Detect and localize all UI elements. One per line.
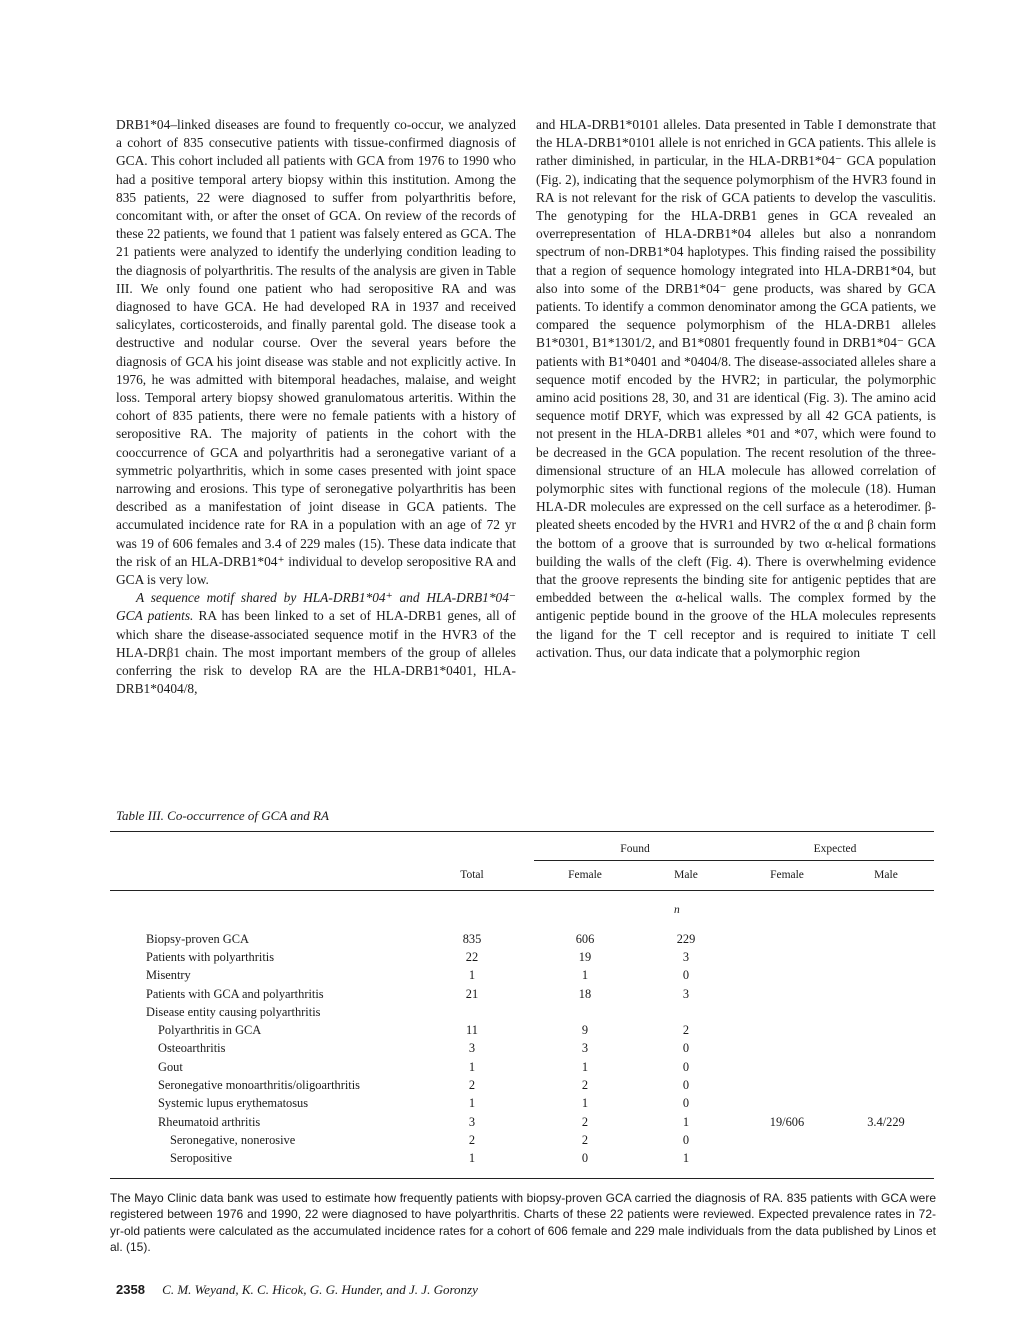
running-authors: C. M. Weyand, K. C. Hicok, G. G. Hunder, and J. J. Goronzy [162,1282,478,1297]
cell-found-female: 9 [581,1023,589,1038]
cell-found-female: 3 [581,1041,589,1056]
cell-expected-male [838,1076,934,1094]
row-label: Patients with GCA and polyarthritis [146,986,324,1001]
cell-found-male [636,1003,736,1021]
cell-total: 1 [468,1059,476,1074]
cell-found-female [534,1003,636,1021]
cell-expected-male [838,948,934,966]
cell-total: 3 [468,1041,476,1056]
cell-found-male: 0 [682,968,690,983]
row-label: Seronegative, nonerosive [170,1132,296,1147]
cell-expected-male [838,1150,934,1168]
expected-header: Expected [736,838,934,860]
cell-expected-male [838,1040,934,1058]
expected-female-header: Female [770,869,804,881]
cell-expected-female [736,1003,838,1021]
cell-found-female: 1 [581,1059,589,1074]
row-label: Seropositive [170,1151,232,1166]
cell-found-male: 2 [682,1023,690,1038]
row-label: Disease entity causing polyarthritis [146,1004,321,1019]
cell-expected-female [736,1021,838,1039]
cell-expected-male [838,985,934,1003]
unit-label: n [110,890,934,930]
cell-expected-female [736,1150,838,1168]
expected-male-header: Male [874,869,898,881]
row-label: Seronegative monoarthritis/oligoarthritis [158,1078,360,1093]
cell-expected-male [838,1021,934,1039]
found-female-header: Female [568,869,602,881]
table-row [110,967,934,985]
cell-expected-female [736,1040,838,1058]
body-paragraph: and HLA-DRB1*0101 alleles. Data presented in Table I demonstrate that the HLA-DRB1*0101 allele is not enriched in GCA patients. This allele is rather diminished, in particular, in the HLA-DRB1*04⁻ GCA population (Fig. 2), indicating that the sequence polymorphism of the HVR3 found in RA is not relevant for the risk of GCA patients to develop the vasculitis. The genotyping for the HLA-DRB1 genes in GCA revealed an overrepresentation of HLA-DRB1*04 alleles but also a nonrandom spectrum of non-DRB1*04 haplotypes. This finding raised the possibility that a region of sequence homology integrated into HLA-DRB1*04, but also into some of the DRB1*04⁻ gene products, was shared by GCA patients. To identify a common denominator among the GCA patients, we compared the sequence polymorphism of the HLA-DRB1 alleles B1*0301, B1*1301/2, and B1*0801 frequently found in DRB1*04⁻ GCA patients with B1*0401 and *0404/8. The disease-associated alleles share a sequence motif encoded by the HVR2; in particular, the polymorphic amino acid positions 28, 30, and 31 are identical (Fig. 3). The amino acid sequence motif DRYF, which was expressed by all 42 GCA patients, is not present in the HLA-DRB1 alleles *01 and *07, which were found to be decreased in the GCA population. The recent resolution of the three-dimensional structure of an HLA molecule has allowed correlation of polymorphic sites with functional regions of the molecule (18). Human HLA-DR molecules are expressed on the cell surface as a heterodimer. β-pleated sheets encoded by the HVR1 and HVR2 of the α and β chain form the bottom of a groove that is surrounded by two α-helical formations building the walls of the cleft (Fig. 4). There is overwhelming evidence that the groove represents the binding site for antigenic peptides that are embedded between the α-helical walls. The complex formed by the antigenic peptide bound in the groove of the HLA molecules represents the ligand for the T cell receptor and is required to initiate T cell activation. Thus, our data indicate that a polymorphic region [536,117,936,660]
found-male-header: Male [674,869,698,881]
table-top-rule [110,831,934,832]
total-header: Total [460,868,484,881]
table-row [110,1040,934,1058]
cell-found-male: 0 [682,1059,690,1074]
cell-expected-female [736,967,838,985]
cell-total: 1 [468,968,476,983]
cell-found-female: 1 [581,1096,589,1111]
right-column [536,116,936,662]
data-table [110,838,934,1168]
cell-found-female: 1 [581,968,589,983]
section-heading: A sequence motif shared by HLA-DRB1*04⁺ and HLA-DRB1*04⁻ GCA patients. [116,590,516,624]
cell-expected-male: 3.4/229 [867,1114,905,1129]
page-number: 2358 [116,1282,145,1297]
cell-expected-male [838,967,934,985]
cell-total: 11 [466,1023,478,1038]
table-row [110,1076,934,1094]
cell-found-male: 0 [682,1132,690,1147]
row-label: Patients with polyarthritis [146,949,275,964]
page-footer [116,1282,478,1298]
cell-found-male: 1 [682,1114,690,1129]
cell-found-male: 1 [682,1151,690,1166]
cell-total: 22 [465,949,479,964]
cell-total: 21 [465,986,479,1001]
cell-found-male: 229 [676,931,696,946]
cell-expected-female [736,1095,838,1113]
row-label: Systemic lupus erythematosus [158,1096,309,1111]
cell-found-female: 2 [581,1114,589,1129]
cell-found-female: 0 [581,1151,589,1166]
cell-expected-male [838,1095,934,1113]
row-label: Misentry [146,968,191,983]
cell-found-female: 2 [581,1078,589,1093]
cell-found-male: 0 [682,1096,690,1111]
found-header: Found [534,838,736,860]
cell-found-male: 3 [682,986,690,1001]
cell-found-female: 18 [578,986,592,1001]
body-paragraph: DRB1*04–linked diseases are found to frequently co-occur, we analyzed a cohort of 835 consecutive patients with tissue-confirmed diagnosis of GCA. This cohort included all patients with GCA from 1976 to 1990 who had a positive temporal artery biopsy within this institution. Among the 835 patients, 22 were diagnosed to suffer from polyarthritis before, concomitant with, or after the onset of GCA. On review of the records of these 22 patients, we found that 1 patient was falsely entered as GCA. The 21 patients were analyzed to identify the underlying condition leading to the diagnosis of polyarthritis. The results of the analysis are given in Table III. We only found one patient who had seropositive RA and was diagnosed to have GCA. He had developed RA in 1937 and received salicylates, corticosteroids, and finally parental gold. The disease took a destructive and nodular course. Over the several years before the diagnosis of GCA his joint disease was stable and not explicitly active. In 1976, he was admitted with bitemporal headaches, malaise, and weight loss. Temporal artery biopsy showed granulomatous arteritis. Within the cohort of 835 patients, there were no female patients with a history of seropositive RA. The majority of patients in the cohort with the cooccurrence of GCA and polyarthritis had a seronegative variant of a symmetric polyarthritis, which in some cases presented with joint space narrowing and erosions. This type of seronegative polyarthritis has been described as a manifestation of joint disease in GCA patients. The accumulated incidence rate for RA in a population with an age of 72 yr was 19 of 606 females and 3.4 of 229 males (15). These data indicate that the risk of an HLA-DRB1*04⁺ individual to develop seropositive RA and GCA is very low. [116,117,516,588]
table-row [110,1003,934,1021]
cell-expected-male [838,1003,934,1021]
cell-expected-female [736,1076,838,1094]
row-label: Polyarthritis in GCA [158,1023,262,1038]
cell-expected-female [736,930,838,948]
cell-total: 2 [468,1132,476,1147]
row-label: Rheumatoid arthritis [158,1114,261,1129]
table-row [110,985,934,1003]
cell-found-female: 19 [578,949,592,964]
cell-total: 835 [462,931,482,946]
table-footnote: The Mayo Clinic data bank was used to estimate how frequently patients with biopsy-proven GCA carried the diagnosis of RA. 835 patients with GCA were registered between 1976 and 1990, 22 were diagnosed to have polyarthritis. Charts of these 22 patients were reviewed. Expected prevalence rates in 72-yr-old patients were calculated as the accumulated incidence rates for a cohort of 606 female and 229 male individuals from the data published by Linos et al. (15). [110,1191,936,1254]
cell-found-male: 0 [682,1078,690,1093]
table-row [110,1095,934,1113]
cell-found-male: 3 [682,949,690,964]
body-paragraph [116,589,516,698]
cell-expected-female [736,1131,838,1149]
paragraph-text: RA has been linked to a set of HLA-DRB1 genes, all of which share the disease-associated sequence motif in the HVR3 of the HLA-DRβ1 chain. The most important members of the group of alleles conferring the risk to develop RA are the HLA-DRB1*0401, HLA-DRB1*0404/8, [116,608,516,697]
table-row [110,948,934,966]
cell-total: 2 [468,1078,476,1093]
row-label: Gout [158,1059,183,1074]
row-label: Osteoarthritis [158,1041,226,1056]
cell-total: 3 [468,1114,476,1129]
cell-expected-male [838,930,934,948]
cell-expected-female: 19/606 [769,1114,805,1129]
cell-expected-female [736,1058,838,1076]
cell-total: 1 [468,1096,476,1111]
cell-expected-female [736,985,838,1003]
table-row [110,1058,934,1076]
left-column [116,116,516,699]
table-row [110,1131,934,1149]
table-title: Table III. Co-occurrence of GCA and RA [116,808,329,823]
table-row [110,1113,934,1131]
table-row [110,930,934,948]
table-row [110,1021,934,1039]
cell-total [410,1003,534,1021]
table-bottom-rule [110,1178,934,1179]
cell-expected-female [736,948,838,966]
row-label: Biopsy-proven GCA [146,931,249,946]
cell-found-female: 606 [575,931,595,946]
cell-found-male: 0 [682,1041,690,1056]
table-row [110,1150,934,1168]
cell-total: 1 [468,1151,476,1166]
cell-found-female: 2 [581,1132,589,1147]
cell-expected-male [838,1058,934,1076]
cell-expected-male [838,1131,934,1149]
